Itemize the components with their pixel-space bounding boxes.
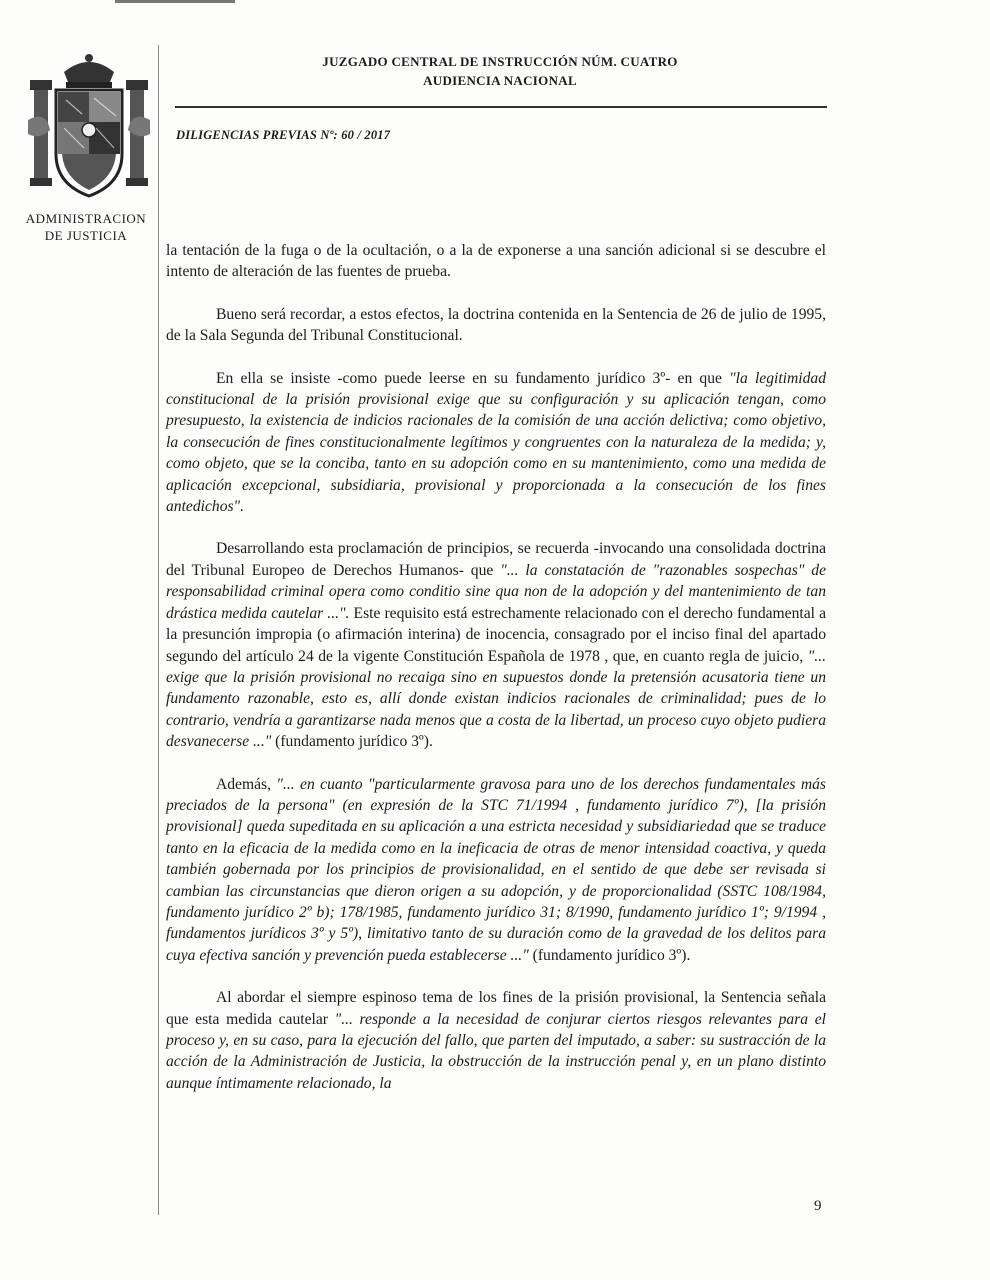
court-name: JUZGADO CENTRAL DE INSTRUCCIÓN NÚM. CUATRO [322,54,678,69]
paragraph: la tentación de la fuga o de la ocultación, o a la de exponerse a una sanción adicional si se descubre el intento de alteración de las fuentes de prueba. [166,242,826,281]
paragraph: Bueno será recordar, a estos efectos, la doctrina contenida en la Sentencia de 26 de julio de 1995, de la Sala Segunda del Tribunal Constitucional. [166,305,826,345]
quotation: "... responde a la necesidad de conjurar ciertos riesgos relevantes para el proceso y, en su caso, para la ejecución del fallo, que parten del imputado, a saber: su sustracción de la acción de la Administración de Justicia, la obstrucción de la instrucción penal y, en un plano distinto aunque íntimamente relacionado, la [166,1010,827,1092]
quotation: "... exige que la prisión provisional no recaiga sino en supuestos donde la pretensión acusatoria tiene un fundamento razonable, esto es, allí donde existan indicios racionales de criminalidad; pues de lo contrario, vendría a garantizarse nada menos que a costa de la libertad, un proceso cuyo objeto pudiera desvanecerse ..." [166,647,826,751]
issuing-authority [22,210,150,244]
paragraph-text: En ella se insiste -como puede leerse en su fundamento jurídico 3º- en que [216,369,730,387]
paragraph-text: Además, [216,775,277,793]
document-body [166,240,826,1115]
paragraph [166,987,826,1094]
quotation: "la legitimidad constitucional de la prisión provisional exige que su configuración y su aplicación tengan, como presupuesto, la existencia de indicios racionales de la comisión de una acción delictiva; como objetivo, la consecución de fines constitucionalmente legítimos y congruentes con la naturaleza de la medida; y, como objeto, que se la conciba, tanto en su adopción como en su mantenimiento, como una medida de aplicación excepcional, subsidiaria, provisional y proporcionada a la consecución de los fines antedichos". [166,369,826,516]
paragraph [166,538,826,752]
paragraph-text: Al abordar el siempre espinoso tema de los fines de la prisión provisional, la Sentencia señala que esta medida cautelar [166,989,826,1028]
paragraph-text: Este requisito está estrechamente relacionado con el derecho fundamental a la presunción impropia (o afirmación interina) de inocencia, consagrado por el inciso final del apartado segundo del artículo 24 de la vigente Constitución Española de 1978 , que, en cuanto regla de juicio, [166,604,826,665]
quotation: "... la constatación de "razonables sospechas" de responsabilidad criminal opera como conditio sine qua non de la adopción y del mantenimiento de tan drástica medida cautelar ...". [166,561,826,622]
citation: (fundamento jurídico 3º). [271,733,433,751]
court-header [250,52,750,90]
citation: (fundamento jurídico 3º). [528,946,691,964]
paragraph [166,368,826,518]
quotation: "... en cuanto "particularmente gravosa para uno de los derechos fundamentales más preciados de la persona" (en expresión de la STC 71/1994 , fundamento jurídico 7º), [la prisión provisional] queda supeditada en su aplicación a una estricta necesidad y subsidiariedad que se traduce tanto en la eficacia de la medida como en la ineficacia de otras de menor intensidad coactiva, y queda también gobernada por los principios de provisionalidad, en el sentido de que debe ser revisada si cambian las circunstancias que dieron origen a su adopción, y de proporcionalidad (SSTC 108/1984, fundamento jurídico 2º b); 178/1985, fundamento jurídico 31; 8/1990, fundamento jurídico 1º; 9/1994 , fundamentos jurídicos 3º y 5º), limitativo tanto de su duración como de la gravedad de los delitos para cuya efectiva sanción y prevención pueda establecerse ..." [166,775,826,964]
court-subname: AUDIENCIA NACIONAL [423,73,577,88]
authority-line-1: ADMINISTRACION [25,211,147,226]
page-number: 9 [814,1198,822,1214]
header-divider [175,106,827,108]
case-reference: DILIGENCIAS PREVIAS Nº: 60 / 2017 [176,128,391,142]
coat-of-arms-icon [26,50,152,200]
margin-rule [158,45,159,1215]
top-edge-mark [115,0,235,3]
paragraph-text: Desarrollando esta proclamación de principios, se recuerda -invocando una consolidada doctrina del Tribunal Europeo de Derechos Humanos- que [166,540,826,579]
authority-line-2: DE JUSTICIA [44,228,128,243]
paragraph [166,774,826,967]
